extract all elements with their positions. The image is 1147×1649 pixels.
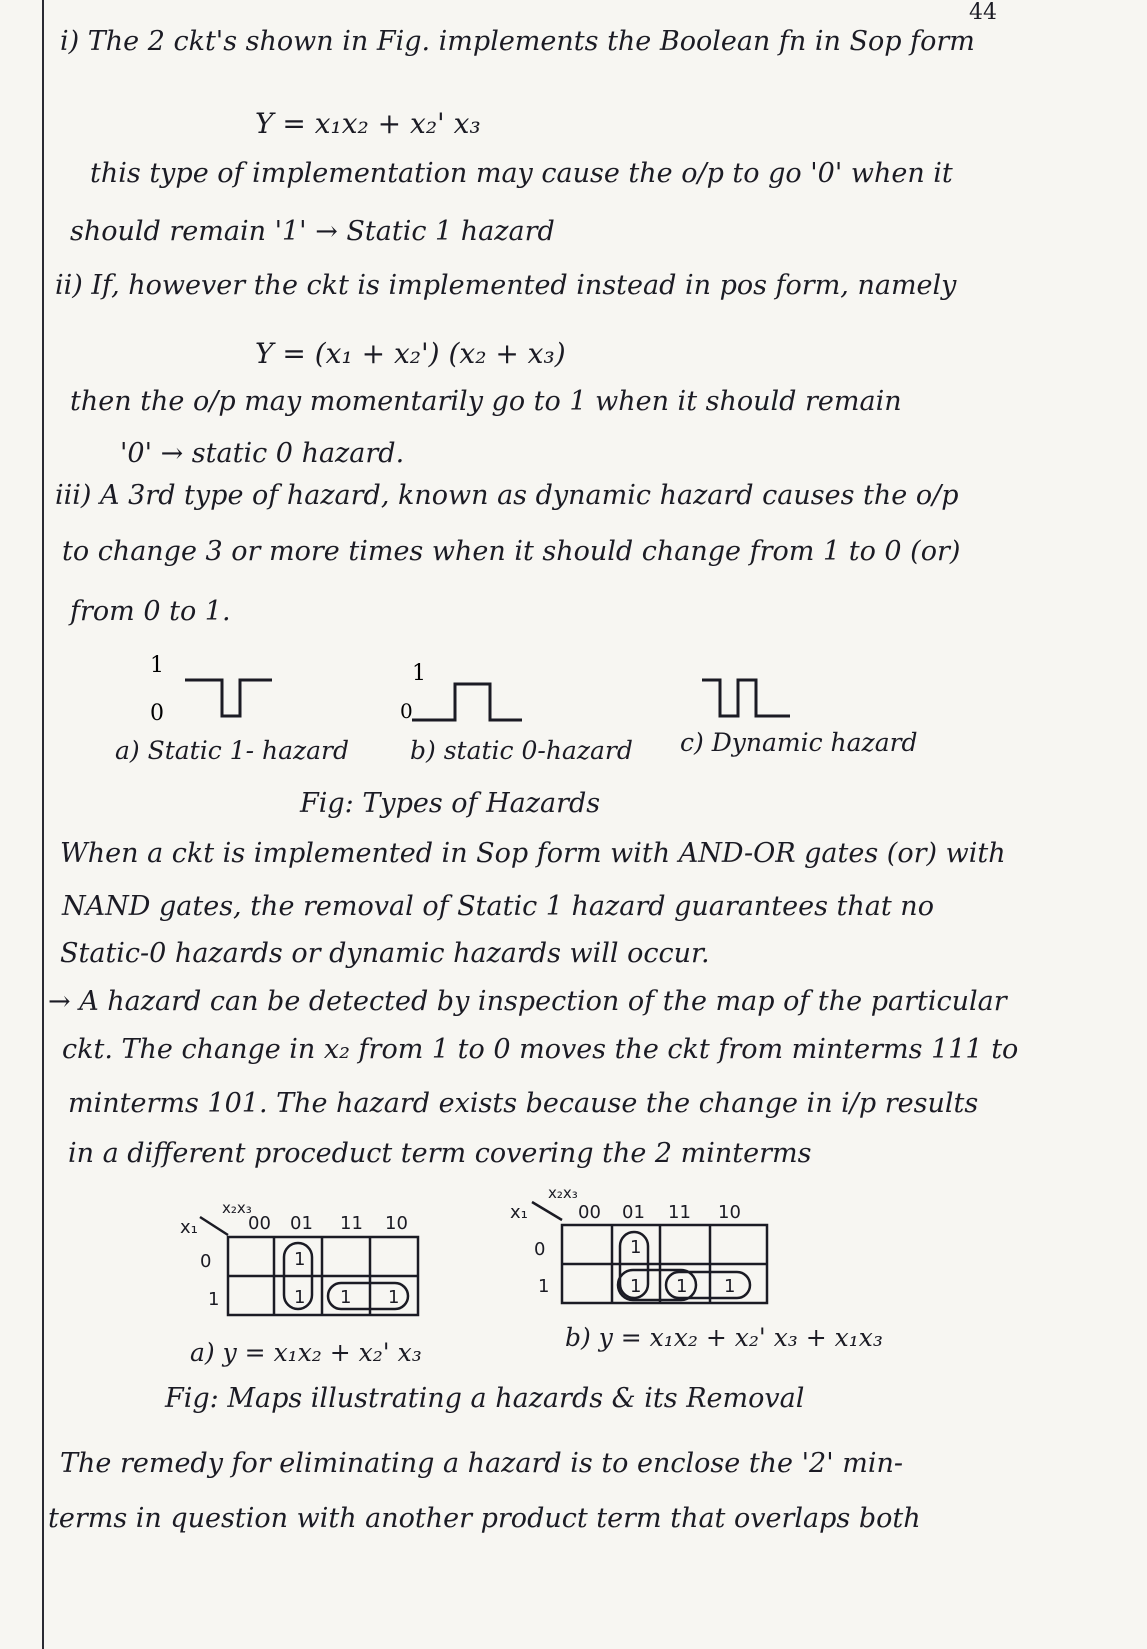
text-line: to change 3 or more times when it should change from 1 to 0 (or) xyxy=(62,536,961,567)
equation-sop: Y = x₁x₂ + x₂' x₃ xyxy=(255,107,481,140)
static-1-hazard-wave xyxy=(185,680,272,716)
col-header: 11 xyxy=(340,1213,363,1234)
col-header: 01 xyxy=(622,1202,645,1223)
caption-static-0: b) static 0-hazard xyxy=(410,736,633,765)
row-header: 0 xyxy=(534,1239,546,1260)
row-var-label: x₁ xyxy=(180,1217,198,1238)
col-header: 10 xyxy=(718,1202,741,1223)
text-line: i) The 2 ckt's shown in Fig. implements the Boolean fn in Sop form xyxy=(60,26,975,57)
row-header: 1 xyxy=(538,1276,550,1297)
col-header: 00 xyxy=(248,1213,271,1234)
text-line: from 0 to 1. xyxy=(70,596,231,627)
level-zero-label: 0 xyxy=(150,701,164,726)
col-header: 11 xyxy=(668,1202,691,1223)
cell-minterm: 1 xyxy=(340,1287,352,1308)
text-line: ii) If, however the ckt is implemented instead in pos form, namely xyxy=(55,270,957,301)
cell-minterm: 1 xyxy=(630,1276,642,1297)
static-0-hazard-wave xyxy=(412,684,522,720)
row-header: 0 xyxy=(200,1251,212,1272)
col-var-label: x₂x₃ xyxy=(548,1184,578,1202)
page-number: 44 xyxy=(969,0,997,25)
caption-kmap-b: b) y = x₁x₂ + x₂' x₃ + x₁x₃ xyxy=(565,1323,883,1352)
figure-title-hazards: Fig: Types of Hazards xyxy=(300,788,601,819)
cell-minterm: 1 xyxy=(294,1287,306,1308)
level-zero-label: 0 xyxy=(400,699,413,723)
cell-minterm: 1 xyxy=(630,1237,642,1258)
row-header: 1 xyxy=(208,1289,220,1310)
kmap-b xyxy=(500,1180,800,1330)
level-one-label: 1 xyxy=(150,653,164,678)
text-line: this type of implementation may cause the o/p to go '0' when it xyxy=(90,158,953,189)
text-line: When a ckt is implemented in Sop form with AND-OR gates (or) with xyxy=(60,838,1006,869)
col-var-label: x₂x₃ xyxy=(222,1199,252,1217)
text-line: ckt. The change in x₂ from 1 to 0 moves the ckt from minterms 111 to xyxy=(62,1034,1019,1065)
cell-minterm: 1 xyxy=(724,1276,736,1297)
margin-line xyxy=(42,0,44,1649)
dynamic-hazard-wave xyxy=(702,680,790,716)
row-var-label: x₁ xyxy=(510,1202,528,1223)
equation-pos: Y = (x₁ + x₂') (x₂ + x₃) xyxy=(255,337,566,370)
text-line: then the o/p may momentarily go to 1 when it should remain xyxy=(70,386,902,417)
cell-minterm: 1 xyxy=(676,1276,688,1297)
level-one-label: 1 xyxy=(412,661,426,686)
cell-minterm: 1 xyxy=(294,1249,306,1270)
kmap-a xyxy=(170,1195,430,1345)
col-header: 00 xyxy=(578,1202,601,1223)
text-line: in a different proceduct term covering the 2 minterms xyxy=(68,1138,812,1169)
text-line: should remain '1' → Static 1 hazard xyxy=(70,216,555,247)
col-header: 10 xyxy=(385,1213,408,1234)
text-line: minterms 101. The hazard exists because the change in i/p results xyxy=(68,1088,979,1119)
figure-title-maps: Fig: Maps illustrating a hazards & its Removal xyxy=(165,1383,805,1414)
text-line: iii) A 3rd type of hazard, known as dynamic hazard causes the o/p xyxy=(55,480,959,511)
text-line: NAND gates, the removal of Static 1 hazard guarantees that no xyxy=(62,891,934,922)
col-header: 01 xyxy=(290,1213,313,1234)
text-line: '0' → static 0 hazard. xyxy=(120,438,405,469)
caption-static-1: a) Static 1- hazard xyxy=(115,736,350,765)
text-line: → A hazard can be detected by inspection of the map of the particular xyxy=(48,986,1007,1017)
cell-minterm: 1 xyxy=(388,1287,400,1308)
text-line: The remedy for eliminating a hazard is to enclose the '2' min- xyxy=(60,1448,903,1479)
caption-dynamic: c) Dynamic hazard xyxy=(680,728,918,757)
text-line: Static-0 hazards or dynamic hazards will occur. xyxy=(60,938,710,969)
caption-kmap-a: a) y = x₁x₂ + x₂' x₃ xyxy=(190,1338,422,1367)
text-line: terms in question with another product term that overlaps both xyxy=(48,1503,921,1534)
